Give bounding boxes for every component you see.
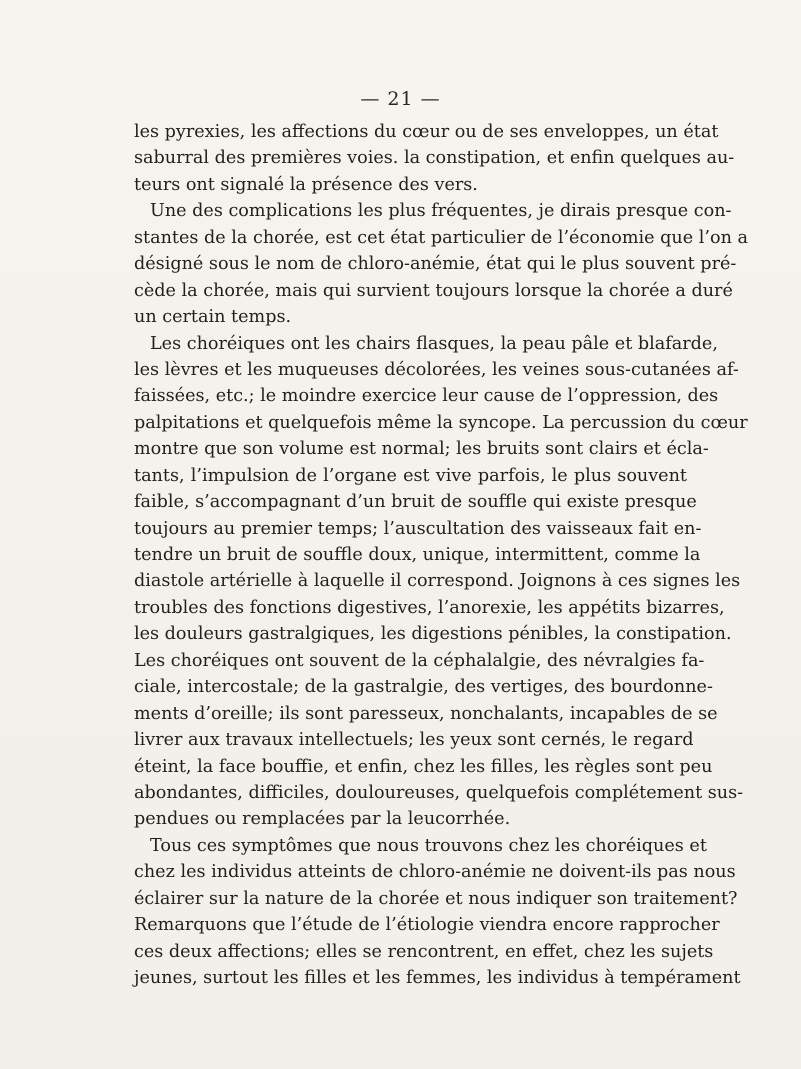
text-line: Tous ces symptômes que nous trouvons chez les choréiques et [150, 835, 707, 856]
text-line: teurs ont signalé la présence des vers. [134, 174, 478, 195]
text-line: toujours au premier temps; l’auscultation des vaisseaux fait en- [134, 518, 702, 539]
text-line: palpitations et quelquefois même la syncope. La percussion du cœur [134, 412, 748, 433]
text-line: Une des complications les plus fréquentes, je dirais presque con- [150, 201, 732, 222]
text-line: livrer aux travaux intellectuels; les yeux sont cernés, le regard [134, 730, 694, 751]
text-line: ces deux affections; elles se rencontrent, en effet, chez les sujets [134, 941, 714, 962]
text-line: les douleurs gastralgiques, les digestions pénibles, la constipation. [134, 624, 732, 645]
text-line: faissées, etc.; le moindre exercice leur cause de l’oppression, des [134, 386, 719, 407]
text-line: ciale, intercostale; de la gastralgie, des vertiges, des bourdonne- [134, 677, 713, 698]
text-line: les pyrexies, les affections du cœur ou de ses enveloppes, un état [134, 122, 719, 142]
text-line: Remarquons que l’étude de l’étiologie viendra encore rapprocher [134, 915, 720, 936]
text-line: ments d’oreille; ils sont paresseux, nonchalants, incapables de se [134, 703, 718, 724]
text-line: un certain temps. [134, 307, 292, 328]
text-line: troubles des fonctions digestives, l’anorexie, les appétits bizarres, [134, 597, 725, 618]
text-line: jeunes, surtout les filles et les femmes, les individus à tempérament [134, 968, 741, 988]
text-line: Les choréiques ont souvent de la céphalalgie, des névralgies fa- [134, 650, 705, 671]
text-line: saburral des premières voies. la constipation, et enfin quelques au- [134, 148, 735, 169]
text-line: stantes de la chorée, est cet état particulier de l’économie que l’on a [134, 227, 748, 248]
page-number: — 21 — [360, 88, 441, 110]
text-line: Les choréiques ont les chairs flasques, la peau pâle et blafarde, [150, 333, 718, 354]
text-line: les lèvres et les muqueuses décolorées, les veines sous-cutanées af- [134, 359, 739, 380]
text-line: faible, s’accompagnant d’un bruit de souffle qui existe presque [134, 492, 697, 513]
text-line: tendre un bruit de souffle doux, unique, intermittent, comme la [134, 545, 701, 565]
text-line: chez les individus atteints de chloro-anémie ne doivent-ils pas nous [134, 862, 736, 883]
text-line: éclairer sur la nature de la chorée et nous indiquer son traitement? [134, 888, 738, 909]
text-line: éteint, la face bouffie, et enfin, chez les filles, les règles sont peu [134, 756, 713, 777]
text-line: diastole artérielle à laquelle il correspond. Joignons à ces signes les [134, 571, 741, 592]
text-line: désigné sous le nom de chloro-anémie, état qui le plus souvent pré- [134, 254, 737, 275]
text-line: tants, l’impulsion de l’organe est vive parfois, le plus souvent [134, 465, 687, 486]
text-line: pendues ou remplacées par la leucorrhée. [134, 809, 511, 830]
body-text [134, 119, 748, 991]
text-line: cède la chorée, mais qui survient toujours lorsque la chorée a duré [134, 280, 733, 301]
text-line: abondantes, difficiles, douloureuses, quelquefois complétement sus- [134, 782, 744, 803]
text-line: montre que son volume est normal; les bruits sont clairs et écla- [134, 439, 709, 460]
